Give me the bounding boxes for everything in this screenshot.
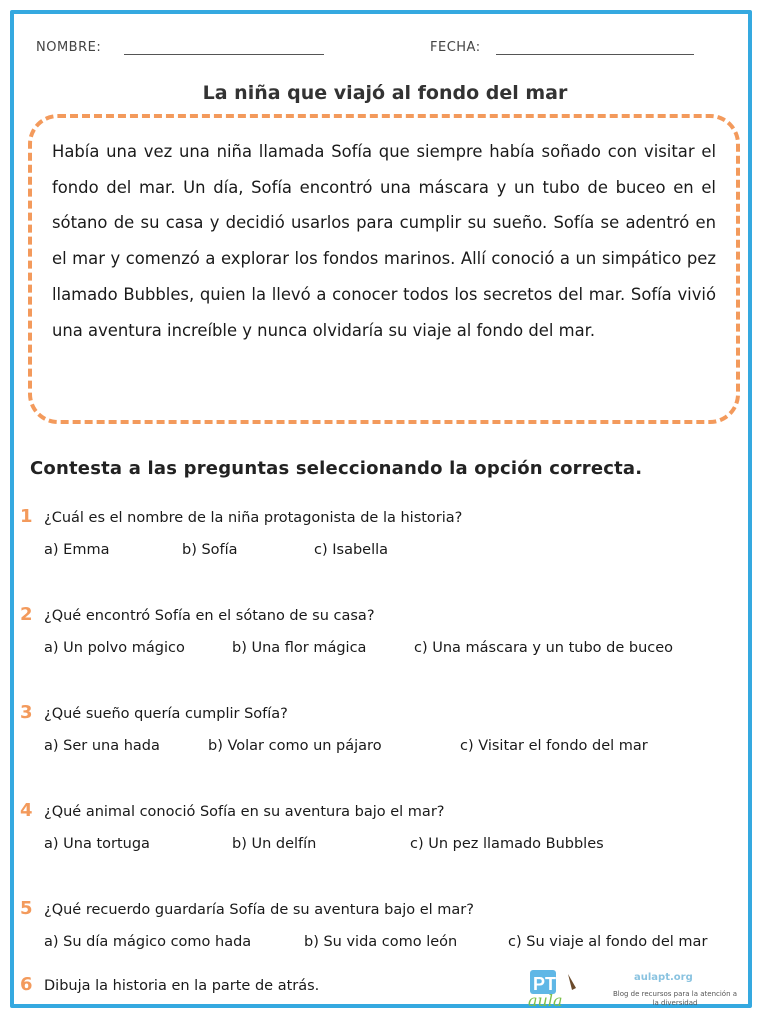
option-b[interactable]: b) Sofía [182,542,238,558]
worksheet [10,10,752,1008]
option-a[interactable]: a) Ser una hada [44,738,160,754]
question-text: ¿Qué encontró Sofía en el sótano de su casa? [44,608,375,624]
question-4 [14,800,756,874]
date-label: FECHA: [430,40,481,55]
worksheet-title: La niña que viajó al fondo del mar [202,82,568,104]
question-1 [14,506,756,580]
header [36,34,726,60]
question-number: 6 [20,974,33,995]
logo-letters: PT [533,974,557,994]
question-text: ¿Qué recuerdo guardaría Sofía de su aventura bajo el mar? [44,902,474,918]
instructions: Contesta a las preguntas seleccionando la opción correcta. [30,458,643,479]
option-c[interactable]: c) Isabella [314,542,389,558]
question-number: 1 [20,506,33,527]
option-a[interactable]: a) Una tortuga [44,836,150,852]
logo-script: aula [528,991,563,1008]
option-a[interactable]: a) Un polvo mágico [44,640,185,656]
option-c[interactable]: c) Su viaje al fondo del mar [508,934,708,950]
option-b[interactable]: b) Un delfín [232,836,317,852]
logo-site: aulapt.org [634,972,693,983]
question-text: ¿Cuál es el nombre de la niña protagonista de la historia? [44,510,463,526]
aulapt-logo [524,968,754,1008]
question-number: 5 [20,898,33,919]
option-a[interactable]: a) Su día mágico como hada [44,934,252,950]
question-5 [14,898,756,972]
logo-tagline: Blog de recursos para la atención a la diversidad [612,990,738,1007]
aulapt-logo-icon [524,968,594,1008]
question-text: ¿Qué animal conoció Sofía en su aventura bajo el mar? [44,804,445,820]
question-number: 4 [20,800,33,821]
option-b[interactable]: b) Volar como un pájaro [208,738,382,754]
option-b[interactable]: b) Su vida como león [304,934,458,950]
name-line[interactable] [124,54,324,55]
question-number: 2 [20,604,33,625]
story-box [28,114,740,424]
name-label: NOMBRE: [36,40,102,55]
option-b[interactable]: b) Una flor mágica [232,640,367,656]
question-number: 3 [20,702,33,723]
question-2 [14,604,756,678]
story-text: Había una vez una niña llamada Sofía que siempre había soñado con visitar el fondo del mar. Un día, Sofía encontró una máscara y un tubo de buceo en el sótano de su casa y decidió usarlos para cumplir su sueño. Sofía se adentró en el mar y comenzó a explorar los fondos marinos. Allí conoció a un simpático pez llamado Bubbles, quien la llevó a conocer todos los secretos del mar. Sofía vivió una aventura increíble y nunca olvidaría su viaje al fondo del mar. [52,142,716,340]
question-3 [14,702,756,776]
question-text: ¿Qué sueño quería cumplir Sofía? [44,706,288,722]
date-line[interactable] [496,54,694,55]
question-text: Dibuja la historia en la parte de atrás. [44,978,320,994]
option-c[interactable]: c) Un pez llamado Bubbles [410,836,604,852]
option-c[interactable]: c) Una máscara y un tubo de buceo [414,640,674,656]
option-c[interactable]: c) Visitar el fondo del mar [460,738,648,754]
option-a[interactable]: a) Emma [44,542,110,558]
